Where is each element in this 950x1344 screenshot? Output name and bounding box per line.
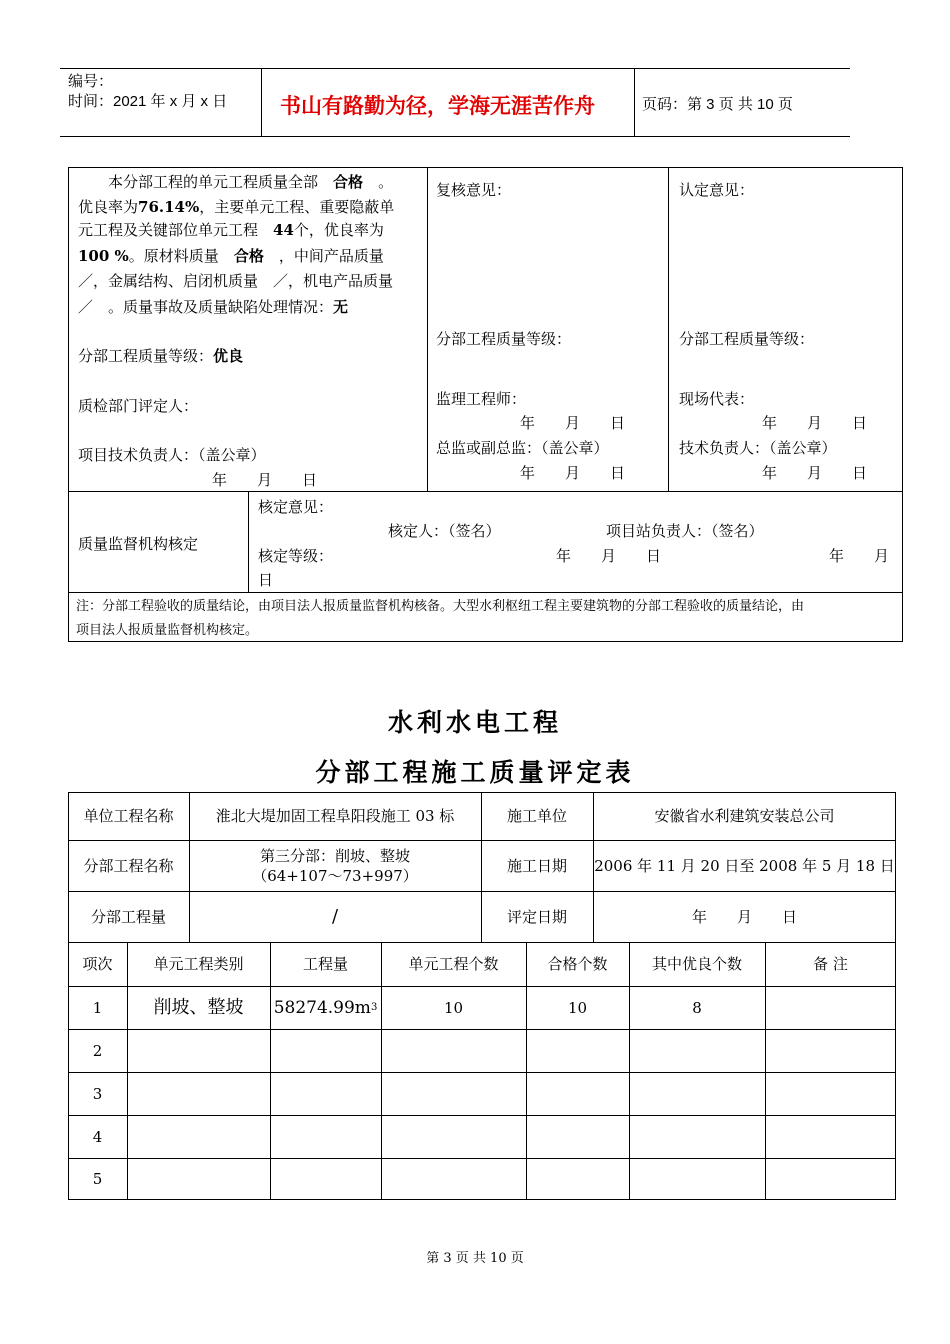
header-page-info: 页码：第 3 页 共 10 页 — [642, 96, 793, 113]
supervision-date2: 年 月 — [829, 547, 890, 565]
unit-name-value: 淮北大堤加固工程阜阳段施工 03 标 — [215, 807, 455, 825]
supervision-date2-day: 日 — [258, 571, 274, 589]
header-motto: 书山有路勤为径，学海无涯苦作舟 — [280, 94, 595, 118]
review-title: 复核意见： — [436, 181, 512, 199]
approval-date2: 年 月 日 — [762, 464, 868, 482]
col-header-excellent: 其中优良个数 — [651, 955, 742, 973]
table-row-excellent: 8 — [692, 998, 702, 1017]
table-rule — [668, 167, 669, 491]
approval-grade: 分部工程质量等级： — [679, 330, 815, 348]
approval-title: 认定意见： — [679, 181, 755, 199]
supervision-label: 质量监督机构核定 — [78, 535, 199, 553]
assessment-line1: 本分部工程的单元工程质量全部 合格 。 — [108, 173, 394, 191]
assessment-line6: ／ 。质量事故及质量缺陷处理情况：无 — [78, 298, 349, 316]
supervision-opinion: 核定意见： — [258, 498, 334, 516]
quantity-label: 分部工程量 — [90, 907, 166, 926]
supervision-grade: 核定等级： — [258, 547, 334, 565]
col-header-remark: 备 注 — [813, 955, 848, 973]
col-header-units: 单元工程个数 — [408, 955, 499, 973]
approval-site-rep: 现场代表： — [679, 390, 755, 408]
assessment-line3: 元工程及关键部位单元工程 44个，优良率为 — [78, 221, 384, 239]
table-rule — [68, 1115, 896, 1116]
assessment-date: 年 月 日 — [212, 471, 318, 489]
contractor-value: 安徽省水利建筑安装总公司 — [654, 807, 835, 825]
table-row-no: 1 — [92, 998, 103, 1017]
table-row-quantity: 58274.99m 3 — [273, 997, 378, 1018]
header-divider-left — [261, 68, 262, 136]
review-supervisor: 监理工程师： — [436, 390, 527, 408]
table-row-no: 5 — [92, 1170, 103, 1188]
header-time-label: 时间：2021 年 x 月 x 日 — [68, 93, 228, 110]
assessment-tech: 项目技术负责人：（盖公章） — [78, 446, 266, 464]
table-rule — [68, 1029, 896, 1030]
table-row-no: 2 — [92, 1041, 103, 1060]
header-number-label: 编号： — [68, 73, 114, 90]
part-name-value-line2: （64+107～73+997） — [252, 866, 418, 885]
assessment-inspector: 质检部门评定人： — [78, 397, 199, 415]
unit-name-label: 单位工程名称 — [83, 807, 174, 825]
note-line1: 注：分部工程验收的质量结论，由项目法人报质量监督机构核备。大型水利枢纽工程主要建筑物的分部工程验收的质量结论，由 — [76, 599, 805, 614]
page-title: 水利水电工程 — [387, 708, 562, 737]
note-line2: 项目法人报质量监督机构核定。 — [76, 623, 259, 638]
part-name-label: 分部工程名称 — [83, 856, 174, 875]
approval-tech: 技术负责人：（盖公章） — [679, 439, 837, 457]
construction-date-label: 施工日期 — [506, 856, 567, 875]
table-row-category: 削坡、整坡 — [153, 996, 244, 1018]
contractor-label: 施工单位 — [506, 807, 567, 825]
table-row-no: 3 — [92, 1084, 103, 1103]
review-date1: 年 月 日 — [520, 414, 626, 432]
supervision-date1: 年 月 日 — [556, 547, 662, 565]
table-rule — [68, 1072, 896, 1073]
construction-date-value: 2006 年 11 月 20 日至 2008 年 5 月 18 日 — [594, 856, 895, 875]
table-row-qualified: 10 — [567, 998, 588, 1017]
header-top-rule — [60, 68, 850, 69]
review-date2: 年 月 日 — [520, 464, 626, 482]
supervision-station-head: 项目站负责人：（签名） — [606, 522, 764, 540]
header-bottom-rule — [60, 136, 850, 137]
table-rule — [427, 167, 428, 491]
review-chief: 总监或副总监：（盖公章） — [436, 439, 609, 457]
review-grade: 分部工程质量等级： — [436, 330, 572, 348]
assessment-line5: ／，金属结构、启闭机质量 ／，机电产品质量 — [78, 272, 394, 290]
col-header-category: 单元工程类别 — [153, 955, 244, 973]
eval-date-value: 年 月 日 — [691, 907, 797, 926]
supervision-approver: 核定人：（签名） — [388, 522, 501, 540]
col-header-no: 项次 — [82, 955, 113, 973]
assessment-grade: 分部工程质量等级：优良 — [78, 347, 244, 365]
col-header-quantity: 工程量 — [302, 955, 348, 973]
table-rule — [68, 592, 903, 593]
quantity-value: / — [331, 905, 339, 927]
page-footer: 第 3 页 共 10 页 — [426, 1251, 524, 1266]
table-row-no: 4 — [92, 1127, 103, 1146]
table-row-units: 10 — [443, 998, 464, 1017]
table-rule — [68, 1158, 896, 1159]
approval-date1: 年 月 日 — [762, 414, 868, 432]
assessment-line4: 100 %。原材料质量 合格 ，中间产品质量 — [78, 247, 384, 265]
col-header-qualified: 合格个数 — [547, 955, 608, 973]
part-name-value — [189, 840, 481, 891]
table-rule — [68, 491, 903, 492]
page-subtitle: 分部工程施工质量评定表 — [315, 758, 635, 787]
eval-date-label: 评定日期 — [506, 907, 567, 926]
table-rule — [248, 491, 249, 592]
assessment-line2: 优良率为76.14%，主要单元工程、重要隐蔽单 — [78, 198, 395, 216]
part-name-value-line1: 第三分部：削坡、整坡 — [259, 846, 410, 865]
header-divider-right — [634, 68, 635, 136]
